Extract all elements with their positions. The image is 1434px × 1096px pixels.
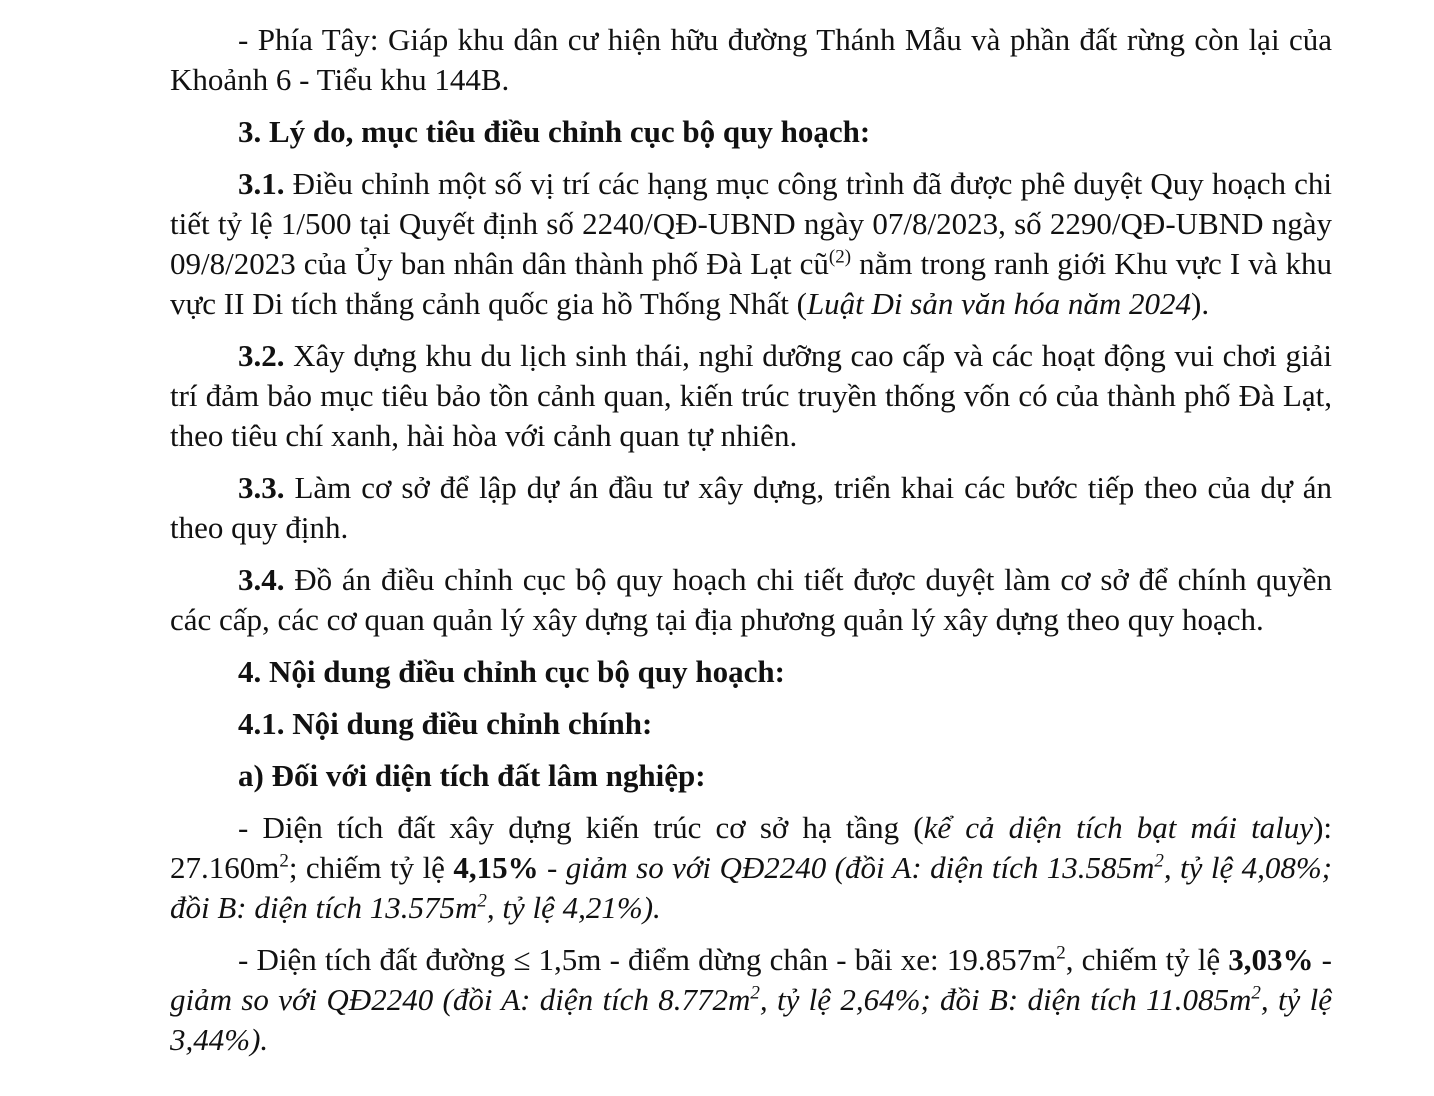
infra-unit-exponent: 2	[279, 850, 289, 872]
paragraph-infrastructure-area	[170, 808, 1332, 928]
paragraph-west-boundary	[170, 20, 1332, 100]
law-reference: Luật Di sản văn hóa năm 2024	[806, 286, 1192, 321]
heading-subsection-a: a) Đối với diện tích đất lâm nghiệp:	[238, 758, 706, 793]
heading-section-3: 3. Lý do, mục tiêu điều chỉnh cục bộ quy hoạch:	[238, 114, 871, 149]
road-unit-exponent-a: 2	[750, 982, 760, 1004]
item-number-3-1: 3.1.	[238, 166, 285, 201]
document-body	[170, 20, 1332, 1060]
item-number-3-4: 3.4.	[238, 562, 285, 597]
paragraph-3-1-text-cont: nằm trong ranh giới Khu vực I và khu vực II Di tích thắng cảnh quốc gia hồ Thống Nhất (	[170, 246, 1332, 321]
paragraph-3-2-text: Xây dựng khu du lịch sinh thái, nghỉ dưỡng cao cấp và các hoạt động vui chơi giải trí đảm bảo mục tiêu bảo tồn cảnh quan, kiến trúc truyền thống vốn có của thành phố Đà Lạt, theo tiêu chí xanh, hài hòa với cảnh quan tự nhiên.	[170, 338, 1332, 453]
infra-text-2: ): 27.160m	[170, 810, 1332, 885]
item-number-3-3: 3.3.	[238, 470, 285, 505]
paragraph-3-4-text: Đồ án điều chỉnh cục bộ quy hoạch chi tiết được duyệt làm cơ sở để chính quyền các cấp, các cơ quan quản lý xây dựng tại địa phương quản lý xây dựng theo quy hoạch.	[170, 562, 1332, 637]
infra-unit-exponent-a: 2	[1154, 850, 1164, 872]
infra-comparison-a: - giảm so với QĐ2240 (đồi A: diện tích 13.585m	[538, 850, 1155, 885]
infra-text-1: - Diện tích đất xây dựng kiến trúc cơ sở hạ tầng (	[238, 810, 924, 845]
road-comparison-a: - giảm so với QĐ2240 (đồi A: diện tích 8.772m	[170, 942, 1333, 1017]
paragraph-3-3	[170, 468, 1332, 548]
infra-comparison-c: , tỷ lệ 4,21%).	[486, 890, 661, 925]
infra-comparison-b: , tỷ lệ 4,08%; đồi B: diện tích 13.575m	[170, 850, 1333, 925]
road-comparison-b: , tỷ lệ 2,64%; đồi B: diện tích 11.085m	[759, 982, 1252, 1017]
paragraph-3-1-end: ).	[1191, 286, 1210, 321]
road-unit-exponent: 2	[1056, 942, 1066, 964]
heading-section-4-1: 4.1. Nội dung điều chỉnh chính:	[238, 706, 653, 741]
paragraph-3-2	[170, 336, 1332, 456]
west-boundary-text: - Phía Tây: Giáp khu dân cư hiện hữu đường Thánh Mẫu và phần đất rừng còn lại của Khoảnh 6 - Tiểu khu 144B.	[170, 22, 1332, 97]
footnote-marker: (2)	[828, 246, 852, 268]
infra-unit-exponent-b: 2	[477, 890, 487, 912]
paragraph-3-4	[170, 560, 1332, 640]
road-comparison-c: , tỷ lệ 3,44%).	[170, 982, 1332, 1057]
road-percentage: 3,03%	[1228, 942, 1314, 977]
road-text-1: - Diện tích đất đường ≤ 1,5m - điểm dừng chân - bãi xe: 19.857m	[238, 942, 1057, 977]
road-text-2: , chiếm tỷ lệ	[1065, 942, 1229, 977]
paragraph-3-3-text: Làm cơ sở để lập dự án đầu tư xây dựng, triển khai các bước tiếp theo của dự án theo quy định.	[170, 470, 1332, 545]
infra-percentage: 4,15%	[453, 850, 539, 885]
infra-text-3: ; chiếm tỷ lệ	[288, 850, 454, 885]
paragraph-road-area	[170, 940, 1332, 1060]
road-unit-exponent-b: 2	[1251, 982, 1261, 1004]
heading-section-4: 4. Nội dung điều chỉnh cục bộ quy hoạch:	[238, 654, 785, 689]
item-number-3-2: 3.2.	[238, 338, 285, 373]
paragraph-3-1-text: Điều chỉnh một số vị trí các hạng mục công trình đã được phê duyệt Quy hoạch chi tiết tỷ lệ 1/500 tại Quyết định số 2240/QĐ-UBND ngày 07/8/2023, số 2290/QĐ-UBND ngày 09/8/2023 của Ủy ban nhân dân thành phố Đà Lạt cũ	[170, 166, 1332, 281]
paragraph-3-1	[170, 164, 1332, 324]
infra-italic-1: kể cả diện tích bạt mái taluy	[923, 810, 1314, 845]
